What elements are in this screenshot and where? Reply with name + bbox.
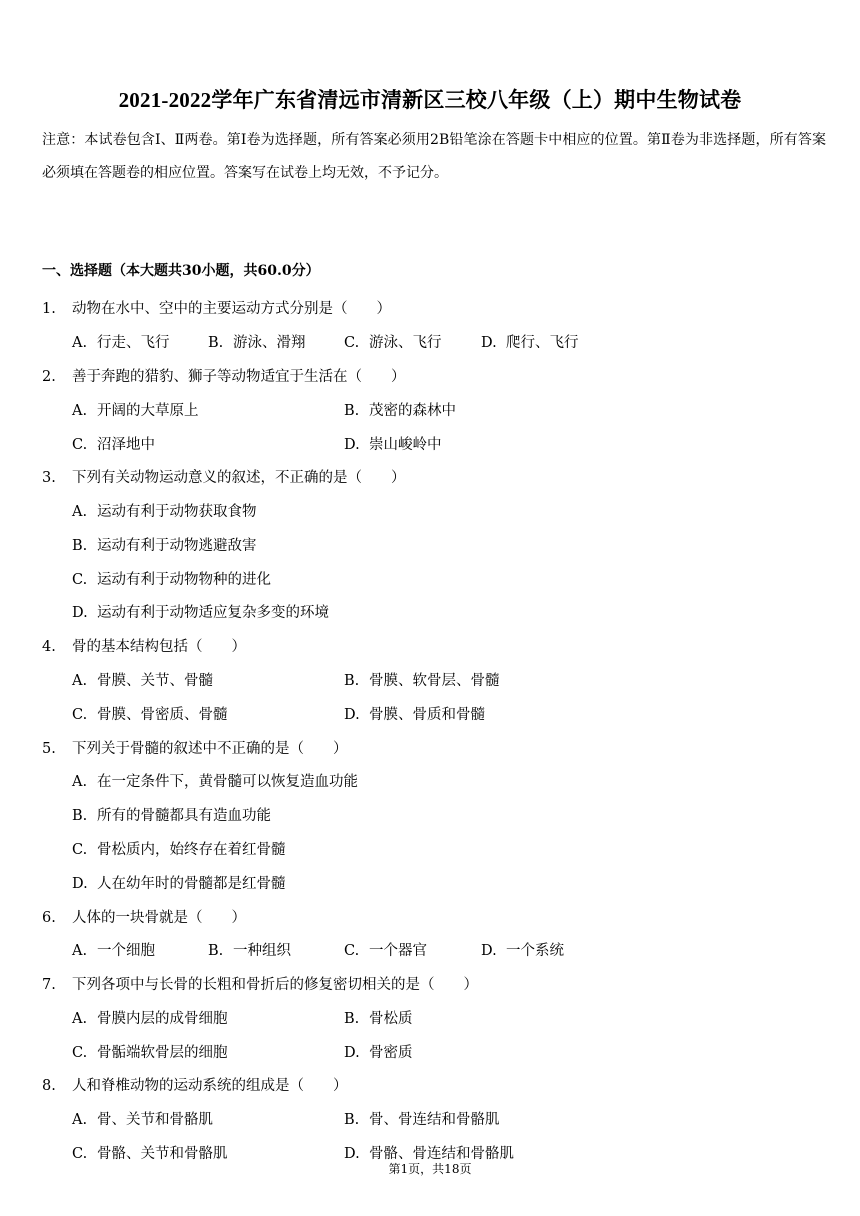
question-3 (42, 466, 406, 487)
question-text: 人和脊椎动物的运动系统的组成是（ ） (72, 1078, 348, 1094)
question-number: 6. (42, 910, 56, 926)
option-b: B. 骨膜、软骨层、骨髓 (344, 673, 500, 689)
option-d: D. 骨膜、骨质和骨髓 (344, 707, 485, 723)
option-a: A. 骨、关节和骨骼肌 (72, 1112, 213, 1128)
option-b: B. 骨、骨连结和骨骼肌 (344, 1112, 500, 1128)
question-text: 下列各项中与长骨的长粗和骨折后的修复密切相关的是（ ） (72, 977, 478, 993)
option-a: A. 开阔的大草原上 (72, 403, 199, 419)
question-8 (42, 1074, 348, 1095)
question-text: 人体的一块骨就是（ ） (72, 910, 246, 926)
option-b: B. 茂密的森林中 (344, 403, 456, 419)
option-a: A. 在一定条件下，黄骨髓可以恢复造血功能 (72, 774, 358, 790)
option-d: D. 运动有利于动物适应复杂多变的环境 (72, 605, 329, 621)
option-c: C. 沼泽地中 (72, 437, 155, 453)
question-text: 下列关于骨髓的叙述中不正确的是（ ） (72, 741, 348, 757)
question-1 (42, 297, 391, 318)
question-number: 7. (42, 977, 56, 993)
option-c: C. 骨膜、骨密质、骨髓 (72, 707, 228, 723)
option-c: C. 游泳、飞行 (344, 335, 442, 351)
option-b: B. 一种组织 (208, 943, 291, 959)
question-text: 下列有关动物运动意义的叙述，不正确的是（ ） (72, 470, 406, 486)
option-d: D. 骨密质 (344, 1045, 413, 1061)
question-number: 8. (42, 1078, 56, 1094)
option-b: B. 游泳、滑翔 (208, 335, 306, 351)
page-number: 第1页，共18页 (388, 1162, 472, 1176)
option-c: C. 一个器官 (344, 943, 427, 959)
option-d: D. 人在幼年时的骨髓都是红骨髓 (72, 876, 286, 892)
option-c: C. 骨松质内，始终存在着红骨髓 (72, 842, 286, 858)
option-c: C. 骨骺端软骨层的细胞 (72, 1045, 228, 1061)
option-d: D. 崇山峻岭中 (344, 437, 442, 453)
question-number: 1. (42, 301, 56, 317)
option-a: A. 运动有利于动物获取食物 (72, 504, 257, 520)
question-6 (42, 906, 246, 927)
question-number: 2. (42, 369, 56, 385)
option-c: C. 骨骼、关节和骨骼肌 (72, 1146, 228, 1162)
question-5 (42, 737, 348, 758)
option-a: A. 行走、飞行 (72, 335, 170, 351)
option-d: D. 骨骼、骨连结和骨骼肌 (344, 1146, 514, 1162)
question-number: 3. (42, 470, 56, 486)
option-d: D. 一个系统 (481, 943, 564, 959)
section-heading: 一、选择题（本大题共30小题，共60.0分） (42, 263, 320, 279)
question-number: 5. (42, 741, 56, 757)
question-text: 动物在水中、空中的主要运动方式分别是（ ） (72, 301, 391, 317)
question-4 (42, 635, 246, 656)
exam-notice: 注意：本试卷包含Ⅰ、Ⅱ两卷。第Ⅰ卷为选择题，所有答案必须用2B铅笔涂在答题卡中相应的位置。第Ⅱ卷为非选择题，所有答案必须填在答题卷的相应位置。答案写在试卷上均无效，不予记分。 (42, 132, 826, 181)
option-a: A. 骨膜内层的成骨细胞 (72, 1011, 228, 1027)
question-text: 善于奔跑的猎豹、狮子等动物适宜于生活在（ ） (72, 369, 406, 385)
option-b: B. 运动有利于动物逃避敌害 (72, 538, 257, 554)
option-b: B. 所有的骨髓都具有造血功能 (72, 808, 271, 824)
option-d: D. 爬行、飞行 (481, 335, 579, 351)
question-7 (42, 973, 478, 994)
option-a: A. 一个细胞 (72, 943, 155, 959)
option-b: B. 骨松质 (344, 1011, 413, 1027)
option-a: A. 骨膜、关节、骨髓 (72, 673, 213, 689)
option-c: C. 运动有利于动物物种的进化 (72, 572, 271, 588)
question-2 (42, 365, 406, 386)
page-title: 2021-2022学年广东省清远市清新区三校八年级（上）期中生物试卷 (118, 88, 742, 112)
question-number: 4. (42, 639, 56, 655)
question-text: 骨的基本结构包括（ ） (72, 639, 246, 655)
